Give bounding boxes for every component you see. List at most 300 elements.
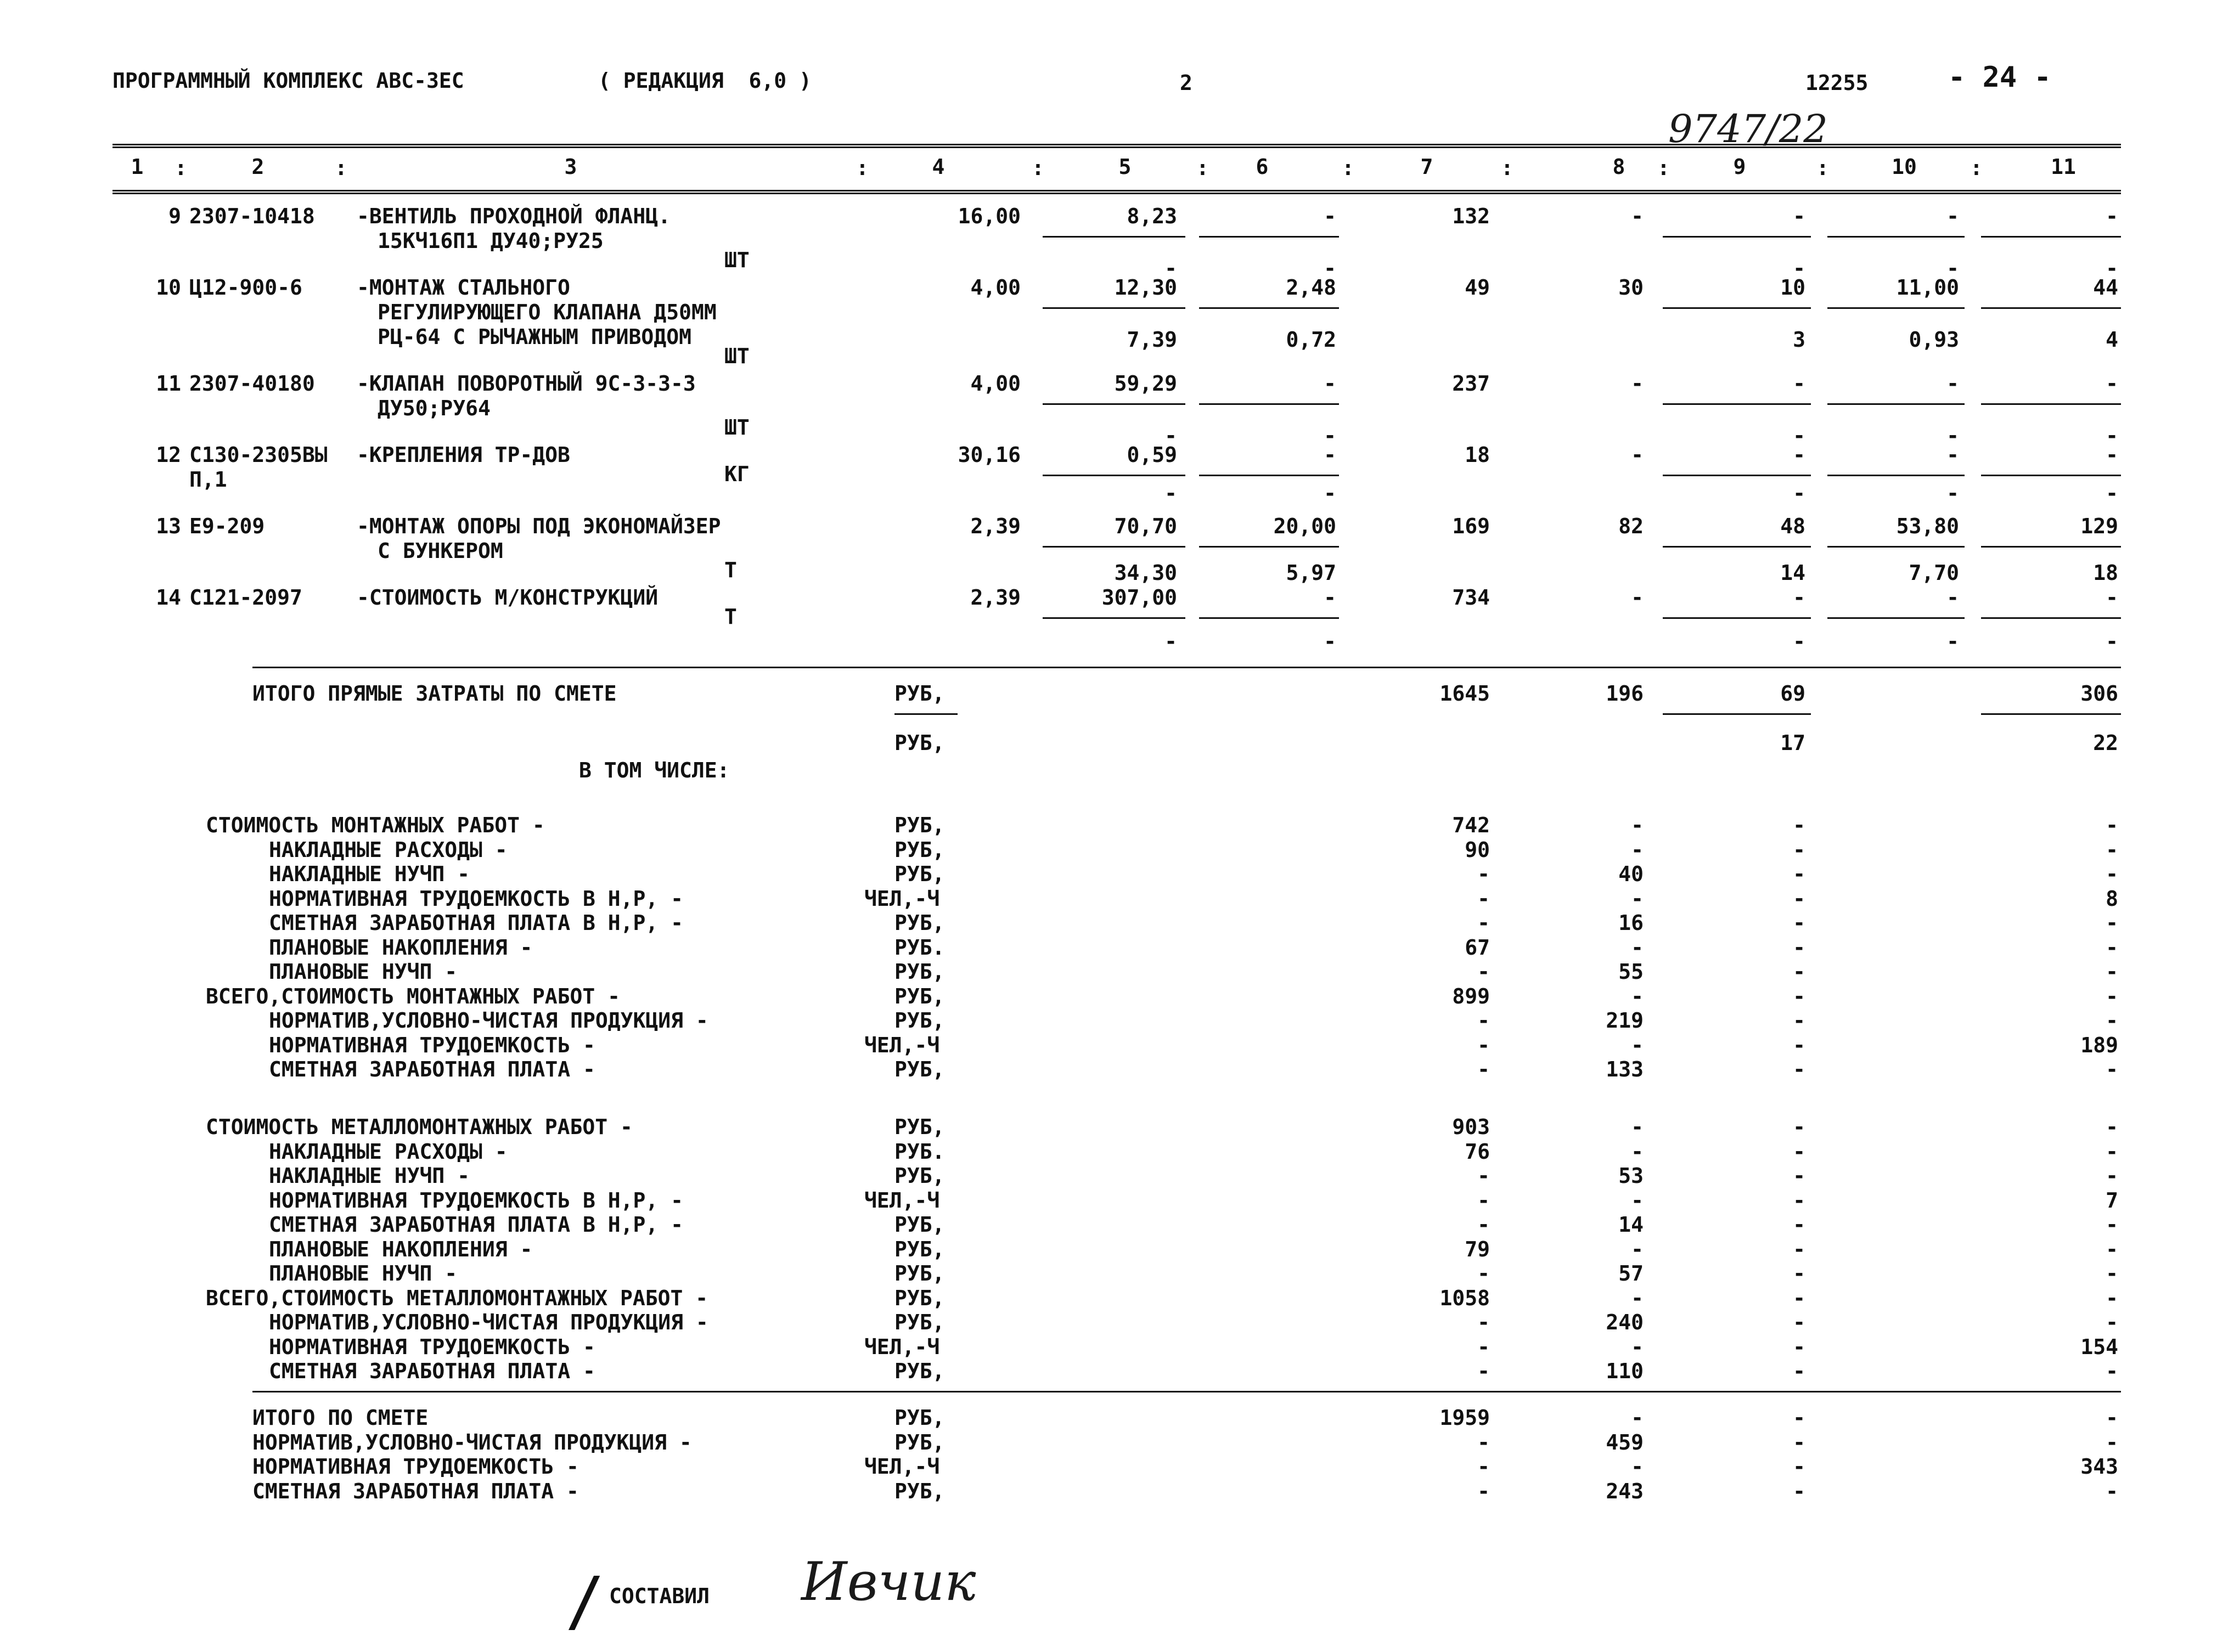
unit-label: Т	[724, 558, 737, 582]
wage-total-value: -	[1631, 585, 1644, 610]
summary-wage-value: -	[1631, 813, 1644, 837]
summary-wage-value: 53	[1618, 1164, 1644, 1188]
wage-cost-secondary: 0,72	[1286, 328, 1336, 352]
labor-total-secondary: 4	[2106, 328, 2118, 352]
summary-labor-total-value: -	[2106, 1406, 2118, 1430]
unit-cost-value: 307,00	[1101, 585, 1177, 610]
item-name: -МОНТАЖ ОПОРЫ ПОД ЭКОНОМАЙЗЕР	[357, 514, 721, 538]
quantity-value: 4,00	[970, 371, 1021, 396]
column-header-4: 4	[932, 155, 945, 179]
summary-labor-total-value: -	[2106, 1008, 2118, 1033]
column-header-8: 8	[1612, 155, 1625, 179]
summary-labor-value: -	[1793, 1115, 1805, 1139]
labor-unit-secondary: -	[1946, 481, 1959, 505]
summary-label: СМЕТНАЯ ЗАРАБОТНАЯ ПЛАТА В Н,Р, -	[269, 1213, 683, 1237]
summary-labor-value: -	[1793, 1334, 1805, 1359]
wage-total-value: 30	[1618, 275, 1644, 300]
summary-labor-total-value: -	[2106, 1479, 2118, 1503]
fraction-rule	[1827, 617, 1965, 619]
item-name: ДУ50;РУ64	[378, 396, 491, 420]
direct-costs-labor: 69	[1780, 681, 1805, 706]
summary-total-value: -	[1477, 1213, 1490, 1237]
summary-labor-total-value: -	[2106, 960, 2118, 984]
summary-labor-value: -	[1793, 813, 1805, 837]
unit-label: ШТ	[724, 415, 750, 439]
column-separator: :	[1970, 156, 1983, 180]
summary-labor-total-value: 7	[2106, 1188, 2118, 1213]
labor-total-value: 44	[2093, 275, 2118, 300]
summary-label: НАКЛАДНЫЕ НУЧП -	[269, 862, 470, 886]
fraction-rule	[1827, 307, 1965, 309]
summary-total-value: -	[1477, 1033, 1490, 1057]
row-number: 9	[168, 204, 181, 228]
labor-secondary: -	[1793, 481, 1805, 505]
labor-total-secondary: -	[2106, 481, 2118, 505]
direct-costs-labor-total: 306	[2080, 681, 2118, 706]
summary-wage-value: 40	[1618, 862, 1644, 886]
item-name: -МОНТАЖ СТАЛЬНОГО	[357, 275, 570, 300]
summary-unit: РУБ,	[894, 1406, 945, 1430]
summary-wage-value: -	[1631, 1406, 1644, 1430]
summary-labor-value: -	[1793, 1310, 1805, 1334]
summary-label: СТОИМОСТЬ МЕТАЛЛОМОНТАЖНЫХ РАБОТ -	[206, 1115, 633, 1139]
column-header-10: 10	[1892, 155, 1917, 179]
summary-wage-value: 110	[1606, 1359, 1644, 1383]
summary-total-value: -	[1477, 1334, 1490, 1359]
fraction-rule	[1981, 475, 2121, 476]
summary-unit: РУБ,	[894, 1479, 945, 1503]
summary-labor-total-value: -	[2106, 1261, 2118, 1285]
quantity-value: 4,00	[970, 275, 1021, 300]
summary-unit: РУБ.	[894, 935, 945, 960]
fraction-rule	[1663, 713, 1811, 715]
wage-cost-value: -	[1324, 443, 1336, 467]
item-name: -КРЕПЛЕНИЯ ТР-ДОВ	[357, 443, 570, 467]
total-top-rule	[252, 1391, 2121, 1392]
labor-total-secondary: -	[2106, 629, 2118, 653]
fraction-rule	[1199, 307, 1339, 309]
labor-total-value: -	[2106, 443, 2118, 467]
summary-labor-total-value: 343	[2080, 1454, 2118, 1479]
labor-value: -	[1793, 443, 1805, 467]
summary-labor-total-value: -	[2106, 911, 2118, 935]
summary-wage-value: 133	[1606, 1057, 1644, 1081]
row-number: 10	[156, 275, 181, 300]
summary-total-value: 67	[1465, 935, 1490, 960]
summary-wage-value: -	[1631, 1139, 1644, 1164]
fraction-rule	[1663, 403, 1811, 405]
summary-labor-total-value: -	[2106, 935, 2118, 960]
summary-wage-value: -	[1631, 1188, 1644, 1213]
including-label: В ТОМ ЧИСЛЕ:	[579, 758, 730, 782]
summary-total-value: 1959	[1439, 1406, 1490, 1430]
resource-code: С130-2305ВЫ	[189, 443, 328, 467]
summary-unit: РУБ,	[894, 1285, 945, 1310]
resource-code: 2307-10418	[189, 204, 315, 228]
header-top-rule	[112, 144, 2121, 148]
unit-cost-value: 70,70	[1114, 514, 1177, 538]
summary-labor-value: -	[1793, 1261, 1805, 1285]
direct-costs-label: ИТОГО ПРЯМЫЕ ЗАТРАТЫ ПО СМЕТЕ	[252, 681, 617, 706]
summary-wage-value: -	[1631, 984, 1644, 1008]
labor-unit-value: -	[1946, 204, 1959, 228]
unit-cost-value: 0,59	[1127, 443, 1177, 467]
summary-unit: РУБ,	[894, 1261, 945, 1285]
summary-wage-value: -	[1631, 1285, 1644, 1310]
summary-wage-value: -	[1631, 1454, 1644, 1479]
summary-label: СМЕТНАЯ ЗАРАБОТНАЯ ПЛАТА В Н,Р, -	[269, 911, 683, 935]
fraction-rule	[1981, 546, 2121, 548]
labor-value: -	[1793, 371, 1805, 396]
column-separator: :	[1501, 156, 1513, 180]
summary-labor-total-value: -	[2106, 862, 2118, 886]
summary-labor-total-value: -	[2106, 984, 2118, 1008]
page-number: - 24 -	[1948, 61, 2051, 94]
summary-label: СМЕТНАЯ ЗАРАБОТНАЯ ПЛАТА -	[252, 1479, 579, 1503]
fraction-rule	[1827, 236, 1965, 238]
total-cost-value: 169	[1452, 514, 1490, 538]
summary-total-value: -	[1477, 960, 1490, 984]
labor-secondary: -	[1793, 424, 1805, 448]
summary-labor-total-value: 8	[2106, 886, 2118, 911]
fraction-rule	[1043, 403, 1185, 405]
summary-label: НОРМАТИВНАЯ ТРУДОЕМКОСТЬ -	[269, 1033, 595, 1057]
summary-wage-value: 219	[1606, 1008, 1644, 1033]
summary-unit: РУБ.	[894, 1139, 945, 1164]
summary-total-value: -	[1477, 862, 1490, 886]
summary-unit: РУБ,	[894, 1310, 945, 1334]
row-number: 13	[156, 514, 181, 538]
summary-unit: ЧЕЛ,-Ч	[864, 1334, 940, 1359]
total-cost-value: 734	[1452, 585, 1490, 610]
wage-cost-value: -	[1324, 585, 1336, 610]
labor-value: 10	[1780, 275, 1805, 300]
unit-cost-secondary: -	[1164, 629, 1177, 653]
column-header-1: 1	[131, 155, 144, 179]
column-header-7: 7	[1420, 155, 1433, 179]
summary-label: ПЛАНОВЫЕ НАКОПЛЕНИЯ -	[269, 935, 533, 960]
summary-wage-value: -	[1631, 1334, 1644, 1359]
wage-total-value: 82	[1618, 514, 1644, 538]
labor-unit-value: 11,00	[1896, 275, 1959, 300]
quantity-value: 2,39	[970, 585, 1021, 610]
summary-labor-value: -	[1793, 984, 1805, 1008]
wage-total-value: -	[1631, 371, 1644, 396]
summary-label: НАКЛАДНЫЕ РАСХОДЫ -	[269, 1139, 508, 1164]
summary-unit: РУБ,	[894, 1213, 945, 1237]
labor-secondary: 3	[1793, 328, 1805, 352]
column-separator: :	[1816, 156, 1829, 180]
item-name: -КЛАПАН ПОВОРОТНЫЙ 9С-3-3-3	[357, 371, 696, 396]
unit-cost-secondary: -	[1164, 481, 1177, 505]
summary-label: НОРМАТИВНАЯ ТРУДОЕМКОСТЬ -	[252, 1454, 579, 1479]
summary-total-value: -	[1477, 1164, 1490, 1188]
summary-labor-total-value: -	[2106, 1057, 2118, 1081]
wage-cost-secondary: -	[1324, 629, 1336, 653]
wage-cost-value: 20,00	[1273, 514, 1336, 538]
column-header-2: 2	[251, 155, 265, 179]
resource-code: Е9-209	[189, 514, 265, 538]
labor-secondary: 14	[1780, 561, 1805, 585]
labor-unit-secondary: 0,93	[1909, 328, 1959, 352]
column-separator: :	[856, 156, 869, 180]
column-separator: :	[175, 156, 187, 180]
labor-unit-value: -	[1946, 443, 1959, 467]
wage-cost-value: -	[1324, 371, 1336, 396]
unit-label: КГ	[724, 462, 750, 486]
summary-unit: ЧЕЛ,-Ч	[864, 1454, 940, 1479]
column-separator: :	[335, 156, 347, 180]
wage-cost-secondary: -	[1324, 424, 1336, 448]
sheet-number: 2	[1180, 71, 1192, 95]
summary-wage-value: 459	[1606, 1430, 1644, 1454]
summary-labor-total-value: -	[2106, 813, 2118, 837]
column-separator: :	[1342, 156, 1354, 180]
summary-labor-value: -	[1793, 837, 1805, 862]
summary-labor-total-value: 189	[2080, 1033, 2118, 1057]
summary-total-value: 90	[1465, 837, 1490, 862]
fraction-rule	[1663, 307, 1811, 309]
summary-total-value: -	[1477, 1057, 1490, 1081]
summary-labor-total-value: -	[2106, 837, 2118, 862]
labor-unit-secondary: 7,70	[1909, 561, 1959, 585]
fraction-rule	[1199, 403, 1339, 405]
total-cost-value: 132	[1452, 204, 1490, 228]
summary-total-value: 79	[1465, 1237, 1490, 1261]
unit-label: ШТ	[724, 248, 750, 272]
summary-unit: РУБ,	[894, 1115, 945, 1139]
summary-total-value: 1058	[1439, 1285, 1490, 1310]
wage-cost-secondary: -	[1324, 256, 1336, 280]
labor-value: 48	[1780, 514, 1805, 538]
summary-labor-total-value: -	[2106, 1213, 2118, 1237]
labor-unit-value: 53,80	[1896, 514, 1959, 538]
wage-cost-value: -	[1324, 204, 1336, 228]
summary-wage-value: 243	[1606, 1479, 1644, 1503]
direct-costs-total: 1645	[1439, 681, 1490, 706]
resource-code: 2307-40180	[189, 371, 315, 396]
summary-unit: РУБ,	[894, 1057, 945, 1081]
summary-total-value: -	[1477, 1188, 1490, 1213]
summary-label: СМЕТНАЯ ЗАРАБОТНАЯ ПЛАТА -	[269, 1359, 595, 1383]
labor-secondary: -	[1793, 629, 1805, 653]
summary-label: НОРМАТИВ,УСЛОВНО-ЧИСТАЯ ПРОДУКЦИЯ -	[269, 1310, 708, 1334]
direct-costs-labor-secondary: 17	[1780, 731, 1805, 755]
summary-unit: ЧЕЛ,-Ч	[864, 886, 940, 911]
fraction-rule	[1981, 403, 2121, 405]
labor-unit-value: -	[1946, 585, 1959, 610]
resource-code: С121-2097	[189, 585, 302, 610]
quantity-value: 2,39	[970, 514, 1021, 538]
fraction-rule	[1981, 617, 2121, 619]
summary-wage-value: -	[1631, 1237, 1644, 1261]
fraction-rule	[1663, 475, 1811, 476]
summary-unit: РУБ,	[894, 1430, 945, 1454]
document-number: 12255	[1805, 71, 1869, 95]
fraction-rule	[1981, 713, 2121, 715]
fraction-rule	[1199, 546, 1339, 548]
wage-total-value: -	[1631, 443, 1644, 467]
wage-cost-secondary: 5,97	[1286, 561, 1336, 585]
summary-unit: РУБ,	[894, 1008, 945, 1033]
summary-labor-value: -	[1793, 1213, 1805, 1237]
summary-labor-total-value: -	[2106, 1359, 2118, 1383]
summary-wage-value: 55	[1618, 960, 1644, 984]
labor-total-value: 129	[2080, 514, 2118, 538]
program-title: ПРОГРАММНЫЙ КОМПЛЕКС АВС-3ЕС	[112, 69, 464, 93]
row-number: 12	[156, 443, 181, 467]
summary-label: ПЛАНОВЫЕ НУЧП -	[269, 960, 458, 984]
summary-labor-total-value: -	[2106, 1115, 2118, 1139]
summary-unit: РУБ,	[894, 1359, 945, 1383]
summary-total-value: -	[1477, 911, 1490, 935]
fraction-rule	[1199, 617, 1339, 619]
direct-costs-unit-secondary: РУБ,	[894, 731, 945, 755]
summary-label: ИТОГО ПО СМЕТЕ	[252, 1406, 429, 1430]
summary-labor-value: -	[1793, 1057, 1805, 1081]
quantity-value: 30,16	[958, 443, 1021, 467]
summary-labor-value: -	[1793, 1454, 1805, 1479]
column-separator: :	[1657, 156, 1670, 180]
summary-wage-value: -	[1631, 1115, 1644, 1139]
summary-labor-value: -	[1793, 1430, 1805, 1454]
fraction-rule	[1663, 236, 1811, 238]
summary-total-value: -	[1477, 1454, 1490, 1479]
unit-label: Т	[724, 605, 737, 629]
summary-labor-total-value: -	[2106, 1285, 2118, 1310]
summary-total-value: -	[1477, 886, 1490, 911]
summary-wage-value: -	[1631, 1033, 1644, 1057]
total-cost-value: 237	[1452, 371, 1490, 396]
summary-total-value: 899	[1452, 984, 1490, 1008]
item-name: РЕГУЛИРУЮЩЕГО КЛАПАНА Д50ММ	[378, 300, 717, 324]
composed-by-label: СОСТАВИЛ	[609, 1584, 710, 1608]
labor-total-value: -	[2106, 371, 2118, 396]
fraction-rule	[1199, 475, 1339, 476]
summary-label: НАКЛАДНЫЕ НУЧП -	[269, 1164, 470, 1188]
summary-label: СТОИМОСТЬ МОНТАЖНЫХ РАБОТ -	[206, 813, 545, 837]
direct-costs-wages: 196	[1606, 681, 1644, 706]
header-bottom-rule	[112, 190, 2121, 194]
fraction-rule	[1043, 236, 1185, 238]
summary-labor-total-value: -	[2106, 1164, 2118, 1188]
unit-cost-secondary: -	[1164, 256, 1177, 280]
labor-unit-secondary: -	[1946, 424, 1959, 448]
summary-total-value: 76	[1465, 1139, 1490, 1164]
summary-wage-value: 240	[1606, 1310, 1644, 1334]
summary-total-value: -	[1477, 1310, 1490, 1334]
summary-labor-value: -	[1793, 1359, 1805, 1383]
summary-label: НОРМАТИВ,УСЛОВНО-ЧИСТАЯ ПРОДУКЦИЯ -	[269, 1008, 708, 1033]
column-separator: :	[1032, 156, 1044, 180]
fraction-rule	[1043, 475, 1185, 476]
summary-labor-value: -	[1793, 911, 1805, 935]
labor-total-secondary: 18	[2093, 561, 2118, 585]
summary-wage-value: -	[1631, 935, 1644, 960]
summary-label: НОРМАТИВНАЯ ТРУДОЕМКОСТЬ -	[269, 1334, 595, 1359]
summary-labor-value: -	[1793, 886, 1805, 911]
summary-label: ПЛАНОВЫЕ НУЧП -	[269, 1261, 458, 1285]
summary-wage-value: -	[1631, 886, 1644, 911]
summary-labor-value: -	[1793, 1479, 1805, 1503]
summary-unit: ЧЕЛ,-Ч	[864, 1188, 940, 1213]
column-header-5: 5	[1118, 155, 1132, 179]
summary-labor-total-value: -	[2106, 1139, 2118, 1164]
summary-labor-value: -	[1793, 1406, 1805, 1430]
summary-total-value: 742	[1452, 813, 1490, 837]
labor-unit-secondary: -	[1946, 629, 1959, 653]
labor-value: -	[1793, 204, 1805, 228]
summary-total-value: -	[1477, 1430, 1490, 1454]
item-name: -ВЕНТИЛЬ ПРОХОДНОЙ ФЛАНЦ.	[357, 204, 671, 228]
edition-label: ( РЕДАКЦИЯ 6,0 )	[598, 69, 812, 93]
summary-unit: РУБ,	[894, 813, 945, 837]
summary-labor-value: -	[1793, 1285, 1805, 1310]
summary-unit: РУБ,	[894, 1164, 945, 1188]
fraction-rule	[1199, 236, 1339, 238]
unit-cost-value: 12,30	[1114, 275, 1177, 300]
labor-value: -	[1793, 585, 1805, 610]
column-header-11: 11	[2051, 155, 2076, 179]
fraction-rule	[1043, 546, 1185, 548]
wage-cost-value: 2,48	[1286, 275, 1336, 300]
fraction-rule	[1981, 307, 2121, 309]
summary-total-value: -	[1477, 1261, 1490, 1285]
summary-label: СМЕТНАЯ ЗАРАБОТНАЯ ПЛАТА -	[269, 1057, 595, 1081]
summary-label: НОРМАТИВНАЯ ТРУДОЕМКОСТЬ В Н,Р, -	[269, 886, 683, 911]
summary-labor-total-value: -	[2106, 1430, 2118, 1454]
summary-wage-value: 14	[1618, 1213, 1644, 1237]
column-separator: :	[1196, 156, 1209, 180]
summary-labor-value: -	[1793, 862, 1805, 886]
summary-label: ВСЕГО,СТОИМОСТЬ МОНТАЖНЫХ РАБОТ -	[206, 984, 620, 1008]
summary-labor-value: -	[1793, 1033, 1805, 1057]
summary-labor-value: -	[1793, 1139, 1805, 1164]
fraction-rule	[1043, 307, 1185, 309]
fraction-rule	[1981, 236, 2121, 238]
summary-labor-value: -	[1793, 1008, 1805, 1033]
column-header-9: 9	[1733, 155, 1746, 179]
column-header-3: 3	[564, 155, 577, 179]
quantity-value: 16,00	[958, 204, 1021, 228]
summary-unit: РУБ,	[894, 911, 945, 935]
unit-cost-value: 59,29	[1114, 371, 1177, 396]
labor-unit-secondary: -	[1946, 256, 1959, 280]
labor-total-value: -	[2106, 585, 2118, 610]
summary-labor-total-value: -	[2106, 1237, 2118, 1261]
item-name: -СТОИМОСТЬ М/КОНСТРУКЦИЙ	[357, 585, 659, 610]
item-name: 15КЧ16П1 ДУ40;РУ25	[378, 229, 604, 253]
summary-wage-value: 57	[1618, 1261, 1644, 1285]
row-number: 11	[156, 371, 181, 396]
summary-labor-total-value: -	[2106, 1310, 2118, 1334]
column-header-6: 6	[1256, 155, 1269, 179]
unit-cost-secondary: -	[1164, 424, 1177, 448]
summary-unit: РУБ,	[894, 960, 945, 984]
wage-cost-secondary: -	[1324, 481, 1336, 505]
labor-total-secondary: -	[2106, 424, 2118, 448]
summary-unit: РУБ,	[894, 837, 945, 862]
fraction-rule	[1827, 475, 1965, 476]
handwritten-reference: 9747/22	[1668, 106, 1828, 151]
summary-wage-value: 16	[1618, 911, 1644, 935]
fraction-rule	[1043, 617, 1185, 619]
fraction-rule	[1827, 546, 1965, 548]
fraction-rule	[1827, 403, 1965, 405]
summary-labor-value: -	[1793, 1188, 1805, 1213]
summary-total-value: -	[1477, 1359, 1490, 1383]
resource-code: Ц12-900-6	[189, 275, 302, 300]
